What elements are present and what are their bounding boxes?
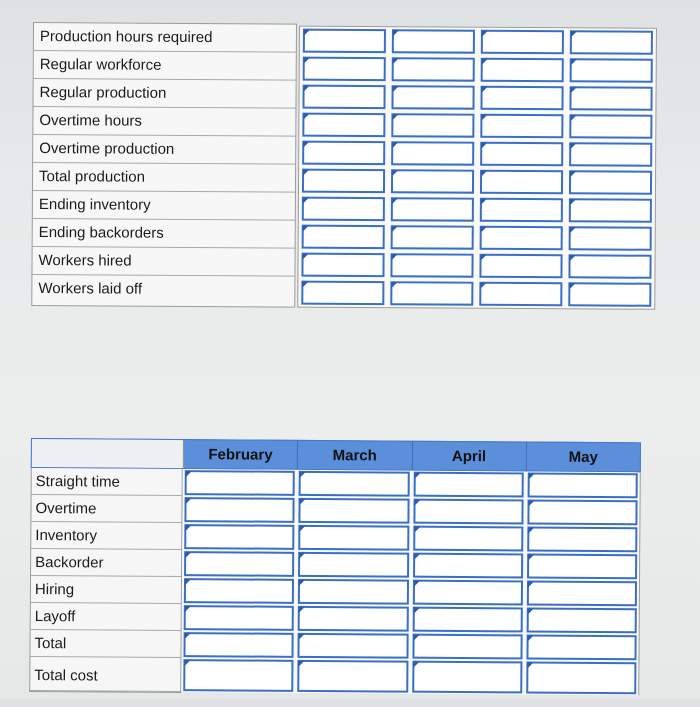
input-cell-total-march[interactable] [298,633,408,659]
input-cell-straight-time-april[interactable] [413,472,523,498]
input-cell-workers-hired-col-3[interactable] [479,254,562,279]
input-row-inventory [182,523,639,553]
input-cell-overtime-april[interactable] [413,499,523,525]
input-cell-overtime-production-col-1[interactable] [302,141,385,166]
input-cell-ending-backorders-col-4[interactable] [569,226,652,251]
row-label-ending-backorders: Ending backorders [33,219,295,249]
input-cell-workers-laid-off-col-1[interactable] [301,281,384,306]
input-cell-straight-time-february[interactable] [185,470,295,496]
cost-table-header-corner [32,439,184,468]
input-cell-regular-production-col-1[interactable] [302,85,385,110]
input-cell-total-may[interactable] [526,634,636,660]
input-cell-workers-laid-off-col-4[interactable] [568,282,651,307]
cost-table-row-labels [29,468,183,693]
input-cell-production-hours-required-col-3[interactable] [481,30,564,55]
input-cell-workers-laid-off-col-3[interactable] [479,282,562,307]
input-cell-hiring-february[interactable] [184,578,294,604]
input-cell-overtime-may[interactable] [527,499,637,525]
cost-table-header [31,438,641,472]
input-row-total-cost [181,658,638,695]
input-cell-inventory-april[interactable] [413,526,523,552]
input-cell-production-hours-required-col-1[interactable] [303,29,386,54]
input-row-regular-production [299,83,655,113]
input-cell-regular-production-col-2[interactable] [391,85,474,110]
row-label-inventory: Inventory [31,522,181,550]
input-row-overtime-hours [299,111,655,141]
input-cell-overtime-production-col-3[interactable] [480,142,563,167]
input-cell-total-production-col-3[interactable] [480,170,563,195]
input-cell-regular-production-col-4[interactable] [569,86,652,111]
column-header-may: May [568,448,598,466]
input-cell-total-cost-may[interactable] [526,661,636,694]
row-label-straight-time: Straight time [32,468,182,496]
row-label-workers-hired: Workers hired [32,247,294,277]
production-plan-table [31,22,658,310]
input-cell-ending-inventory-col-2[interactable] [391,197,474,222]
input-cell-workers-laid-off-col-2[interactable] [390,281,473,306]
input-cell-overtime-hours-col-4[interactable] [569,114,652,139]
input-cell-layoff-may[interactable] [526,607,636,633]
input-cell-overtime-march[interactable] [299,498,409,524]
input-cell-hiring-april[interactable] [412,580,522,606]
input-cell-backorder-march[interactable] [298,552,408,578]
input-cell-regular-workforce-col-4[interactable] [570,58,653,83]
input-cell-overtime-production-col-4[interactable] [569,142,652,167]
input-cell-regular-workforce-col-2[interactable] [392,57,475,82]
input-row-ending-inventory [299,195,655,225]
input-cell-workers-hired-col-2[interactable] [390,253,473,278]
row-label-regular-production: Regular production [33,79,295,109]
input-cell-hiring-may[interactable] [527,580,637,606]
input-cell-overtime-hours-col-2[interactable] [391,113,474,138]
input-cell-total-cost-february[interactable] [183,659,293,692]
column-header-april: April [412,442,526,471]
input-row-overtime-production [299,139,655,169]
input-cell-hiring-march[interactable] [298,579,408,605]
input-row-backorder [182,550,639,580]
input-cell-inventory-february[interactable] [184,524,294,550]
input-cell-ending-backorders-col-3[interactable] [480,226,563,251]
input-cell-straight-time-march[interactable] [299,471,409,497]
input-cell-layoff-february[interactable] [184,605,294,631]
row-label-layoff: Layoff [31,603,181,631]
column-header-march: March [298,441,412,470]
input-cell-ending-inventory-col-4[interactable] [569,198,652,223]
input-cell-total-cost-march[interactable] [297,660,407,693]
input-row-straight-time [183,469,640,499]
input-cell-inventory-may[interactable] [527,526,637,552]
input-row-workers-laid-off [298,279,654,309]
row-label-regular-workforce: Regular workforce [34,51,296,81]
input-cell-workers-hired-col-1[interactable] [301,253,384,278]
row-label-total-production: Total production [33,163,295,193]
input-cell-regular-workforce-col-1[interactable] [303,57,386,82]
input-row-total-production [299,167,655,197]
input-cell-layoff-april[interactable] [412,607,522,633]
input-cell-overtime-hours-col-1[interactable] [302,113,385,138]
input-cell-ending-backorders-col-2[interactable] [391,225,474,250]
input-cell-total-cost-april[interactable] [412,661,522,694]
column-header-february: February [184,440,298,469]
cost-table-input-grid [181,469,641,695]
input-cell-total-production-col-2[interactable] [391,169,474,194]
row-label-overtime-hours: Overtime hours [33,107,295,137]
row-label-total: Total [30,630,180,658]
input-cell-overtime-february[interactable] [184,497,294,523]
input-cell-production-hours-required-col-4[interactable] [570,30,653,55]
row-label-ending-inventory: Ending inventory [33,191,295,221]
row-label-overtime: Overtime [31,495,181,523]
input-cell-total-february[interactable] [183,632,293,658]
input-cell-ending-inventory-col-3[interactable] [480,198,563,223]
input-cell-inventory-march[interactable] [298,525,408,551]
input-row-ending-backorders [299,223,655,253]
production-plan-input-grid [297,26,657,310]
input-cell-regular-workforce-col-3[interactable] [481,58,564,83]
production-plan-row-labels [31,22,297,308]
input-cell-straight-time-may[interactable] [527,472,637,498]
input-cell-backorder-february[interactable] [184,551,294,577]
input-row-hiring [182,577,639,607]
input-cell-workers-hired-col-4[interactable] [568,254,651,279]
input-cell-ending-inventory-col-1[interactable] [302,197,385,222]
input-row-regular-workforce [300,55,656,85]
input-row-overtime [182,496,639,526]
input-cell-production-hours-required-col-2[interactable] [392,29,475,54]
input-cell-total-april[interactable] [412,634,522,660]
input-cell-overtime-hours-col-3[interactable] [480,114,563,139]
input-cell-layoff-march[interactable] [298,606,408,632]
input-cell-total-production-col-4[interactable] [569,170,652,195]
input-row-total [181,631,638,661]
input-cell-ending-backorders-col-1[interactable] [302,225,385,250]
input-cell-overtime-production-col-2[interactable] [391,141,474,166]
input-row-layoff [182,604,639,634]
input-cell-backorder-april[interactable] [413,553,523,579]
row-label-production-hours-required: Production hours required [34,23,296,53]
row-label-hiring: Hiring [31,576,181,604]
row-label-backorder: Backorder [31,549,181,577]
row-label-overtime-production: Overtime production [33,135,295,165]
row-label-total-cost: Total cost [30,657,180,692]
input-cell-backorder-may[interactable] [527,553,637,579]
row-label-workers-laid-off: Workers laid off [38,280,143,298]
input-row-workers-hired [298,251,654,281]
input-cell-total-production-col-1[interactable] [302,169,385,194]
input-cell-regular-production-col-3[interactable] [480,86,563,111]
cost-table [29,438,643,707]
input-row-production-hours-required [300,27,656,57]
